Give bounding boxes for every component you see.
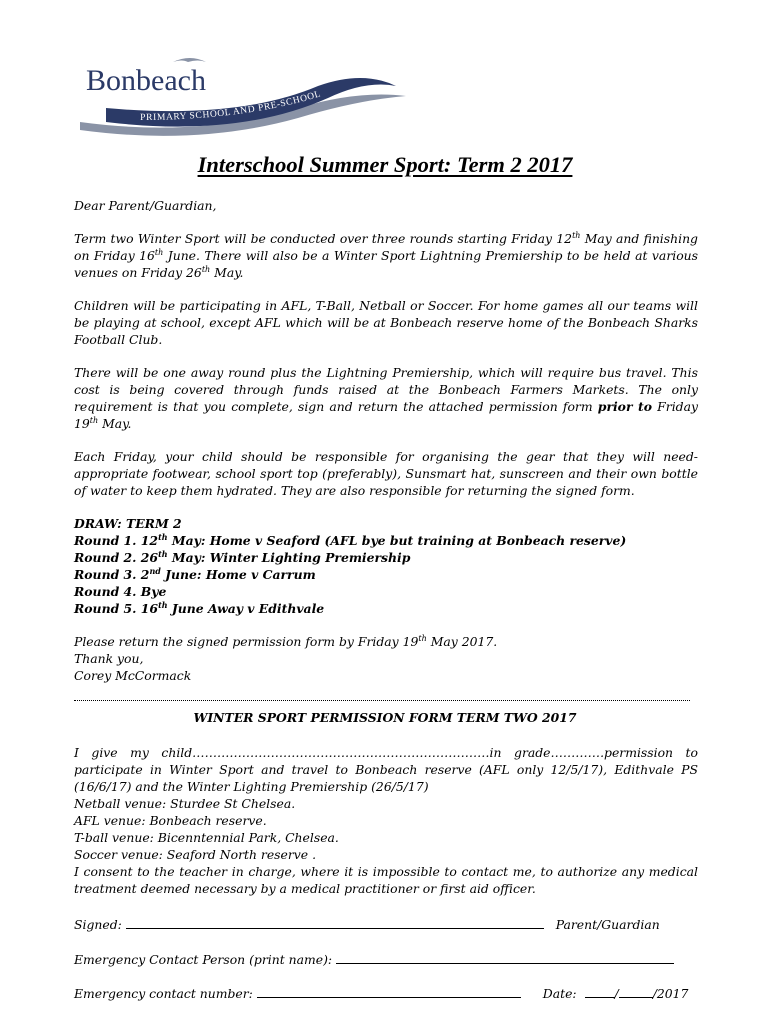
- contact-person-field[interactable]: [336, 952, 674, 964]
- parent-guardian-label: Parent/Guardian: [555, 917, 660, 932]
- logo-subtitle: PRIMARY SCHOOL AND PRE-SCHOOL: [140, 89, 323, 124]
- draw-round-3: Round 3. 2nd June: Home v Carrum: [74, 565, 316, 582]
- contact-person-label: Emergency Contact Person (print name):: [74, 952, 333, 967]
- afl-venue: AFL venue: Bonbeach reserve.: [74, 813, 267, 828]
- logo-name: Bonbeach: [86, 64, 206, 97]
- paragraph-gear: Each Friday, your child should be responsible for organising the gear that they will need- appropriate footwear, school sport top (preferably), Sunsmart hat, sunscreen and their own bottle of water to keep them hydrated. They are also responsible for returning the signed form.: [74, 449, 698, 498]
- signed-row: [74, 917, 698, 932]
- date-year: 2017: [656, 986, 689, 1001]
- letter-body: [74, 197, 698, 684]
- page-title: Interschool Summer Sport: Term 2 2017: [197, 152, 573, 177]
- draw-round-1: Round 1. 12th May: Home v Seaford (AFL bye but training at Bonbeach reserve): [74, 531, 627, 548]
- cut-line-divider: [74, 700, 690, 701]
- return-instruction: Please return the signed permission form by Friday 19th May 2017.: [74, 633, 498, 649]
- thanks: Thank you,: [74, 651, 144, 666]
- greeting: Dear Parent/Guardian,: [74, 198, 217, 213]
- date-separator: /: [614, 986, 619, 1001]
- contact-number-row: [74, 986, 698, 1001]
- date-separator: /: [652, 986, 657, 1001]
- signature-field[interactable]: [126, 917, 544, 929]
- consent-statement: I give my child………………………………………………………………in grade………….permission to participate in Winter Sport and travel to Bonbeach reserve (AFL only 12/5/17), Edithvale PS (16/6/17) and the Winter Lighting Premiership (26/5/17): [74, 745, 698, 794]
- paragraph-bus-travel: There will be one away round plus the Lightning Premiership, which will require bus travel. This cost is being covered through funds raised at the Bonbeach Farmers Markets. The only requirement is that you complete, sign and return the attached permission form prior to Friday 19th May.: [74, 365, 698, 431]
- paragraph-term-info: Term two Winter Sport will be conducted over three rounds starting Friday 12th May and finishing on Friday 16th June. There will also be a Winter Sport Lightning Premiership to be held at various venues on Friday 26th May.: [74, 230, 699, 280]
- logo-bird-icon: [173, 58, 206, 62]
- permission-form: [74, 744, 698, 897]
- school-logo: [78, 50, 408, 140]
- paragraph-sports: Children will be participating in AFL, T-Ball, Netball or Soccer. For home games all our teams will be playing at school, except AFL which will be at Bonbeach reserve home of the Bonbeach Sharks Football Club.: [74, 298, 698, 347]
- date-label: Date:: [542, 986, 577, 1001]
- contact-number-label: Emergency contact number:: [74, 986, 253, 1001]
- date-day-field[interactable]: [585, 986, 615, 998]
- draw-round-5: Round 5. 16th June Away v Edithvale: [74, 599, 325, 616]
- tball-venue: T-ball venue: Bicenntennial Park, Chelsea.: [74, 830, 339, 845]
- medical-consent: I consent to the teacher in charge, where it is impossible to contact me, to authorize any medical treatment deemed necessary by a medical practitioner or first aid officer.: [74, 864, 698, 896]
- signed-label: Signed:: [74, 917, 122, 932]
- permission-form-title: WINTER SPORT PERMISSION FORM TERM TWO 2017: [193, 710, 577, 725]
- closing-block: [74, 633, 698, 684]
- date-month-field[interactable]: [619, 986, 653, 998]
- soccer-venue: Soccer venue: Seaford North reserve .: [74, 847, 317, 862]
- netball-venue: Netball venue: Sturdee St Chelsea.: [74, 796, 296, 811]
- draw-heading: DRAW: TERM 2: [74, 516, 182, 531]
- draw-schedule: [74, 515, 698, 617]
- draw-round-4: Round 4. Bye: [74, 584, 167, 599]
- draw-round-2: Round 2. 26th May: Winter Lighting Premiership: [74, 548, 411, 565]
- signature-name: Corey McCormack: [74, 668, 192, 683]
- contact-person-row: [74, 952, 698, 967]
- contact-number-field[interactable]: [257, 986, 521, 998]
